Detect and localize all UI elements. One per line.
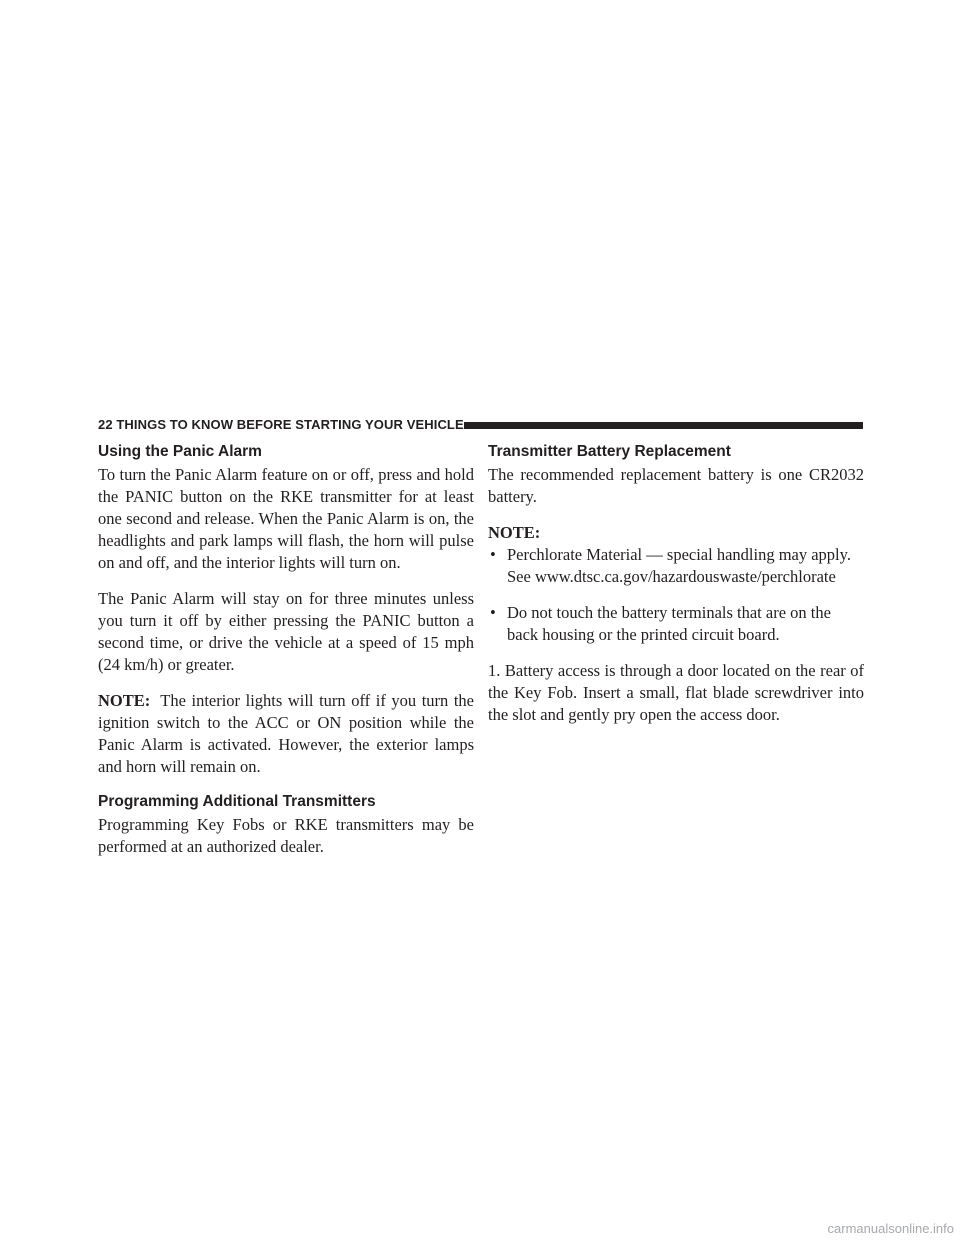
watermark: carmanualsonline.info — [827, 1221, 954, 1236]
right-column — [488, 442, 864, 740]
list-item — [488, 602, 864, 646]
panic-alarm-paragraph-2: The Panic Alarm will stay on for three minutes unless you turn it off by either pressing the PANIC button a second time, or drive the vehicle at a speed of 15 mph (24 km/h) or greater. — [98, 589, 474, 674]
note-label: NOTE: — [98, 691, 151, 710]
battery-note-label: NOTE: — [488, 523, 541, 542]
list-item-text: Do not touch the battery terminals that are on the back housing or the printed circuit board. — [507, 603, 831, 644]
header-rule — [464, 422, 863, 429]
battery-note-list — [488, 544, 864, 646]
panic-alarm-note — [98, 690, 474, 778]
bullet-icon: • — [490, 545, 496, 564]
header-title: 22 THINGS TO KNOW BEFORE STARTING YOUR VEHICLE — [98, 417, 464, 432]
panic-alarm-heading: Using the Panic Alarm — [98, 443, 262, 460]
programming-paragraph: Programming Key Fobs or RKE transmitters may be performed at an authorized dealer. — [98, 815, 474, 856]
battery-step-1: 1. Battery access is through a door located on the rear of the Key Fob. Insert a small, flat blade screwdriver into the slot and gently pry open the access door. — [488, 661, 864, 724]
bullet-icon: • — [490, 603, 496, 622]
left-column — [98, 442, 474, 872]
list-item-text: Perchlorate Material — special handling may apply. See www.dtsc.ca.gov/hazardouswaste/perchlorate — [507, 545, 851, 586]
running-header — [98, 417, 863, 433]
panic-alarm-paragraph-1: To turn the Panic Alarm feature on or off, press and hold the PANIC button on the RKE transmitter for at least one second and release. When the Panic Alarm is on, the headlights and park lamps will flash, the horn will pulse on and off, and the interior lights will turn on. — [98, 465, 474, 572]
note-text: The interior lights will turn off if you turn the ignition switch to the ACC or ON position while the Panic Alarm is activated. However, the exterior lamps and horn will remain on. — [98, 691, 474, 776]
battery-replacement-heading: Transmitter Battery Replacement — [488, 443, 731, 460]
programming-heading: Programming Additional Transmitters — [98, 793, 376, 810]
list-item — [488, 544, 864, 588]
battery-paragraph: The recommended replacement battery is one CR2032 battery. — [488, 465, 864, 506]
